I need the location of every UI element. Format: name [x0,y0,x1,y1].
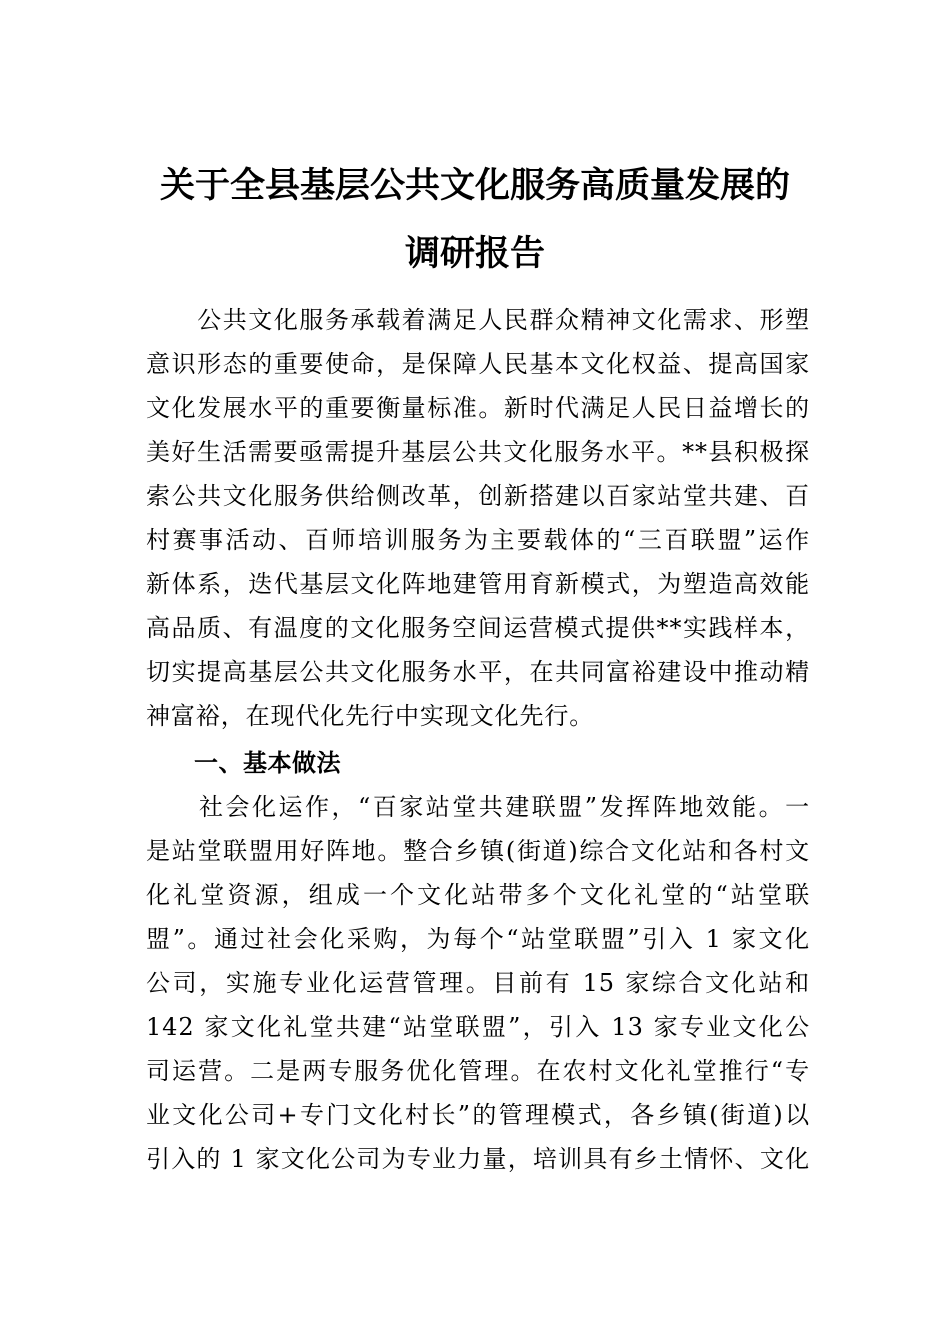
paragraph-line: 美好生活需要亟需提升基层公共文化服务水平。**县积极探 [146,438,810,466]
paragraph-line: 神富裕，在现代化先行中实现文化先行。 [146,702,595,730]
paragraph-line: 142 家文化礼堂共建“站堂联盟”，引入 13 家专业文化公 [146,1013,810,1041]
paragraph-line: 切实提高基层公共文化服务水平，在共同富裕建设中推动精 [146,658,810,686]
paragraph-line: 司运营。二是两专服务优化管理。在农村文化礼堂推行“专 [146,1057,810,1085]
document-title-line-2: 调研报告 [404,233,545,274]
paragraph-line: 高品质、有温度的文化服务空间运营模式提供**实践样本， [146,614,810,642]
paragraph-line: 村赛事活动、百师培训服务为主要载体的“三百联盟”运作 [146,526,810,554]
intro-paragraph [146,298,810,738]
paragraph-line: 盟”。通过社会化采购，为每个“站堂联盟”引入 1 家文化 [146,925,810,953]
paragraph-line: 化礼堂资源，组成一个文化站带多个文化礼堂的“站堂联 [146,881,810,909]
paragraph-line: 社会化运作，“百家站堂共建联盟”发挥阵地效能。一 [146,793,810,821]
paragraph-line: 引入的 1 家文化公司为专业力量，培训具有乡土情怀、文化 [146,1145,810,1173]
paragraph-line: 文化发展水平的重要衡量标准。新时代满足人民日益增长的 [146,394,810,422]
paragraph-line: 索公共文化服务供给侧改革，创新搭建以百家站堂共建、百 [146,482,810,510]
section-heading: 一、基本做法 [194,748,341,777]
paragraph-line: 公司，实施专业化运营管理。目前有 15 家综合文化站和 [146,969,810,997]
paragraph-line: 是站堂联盟用好阵地。整合乡镇(街道)综合文化站和各村文 [146,837,810,865]
paragraph-line: 新体系，迭代基层文化阵地建管用育新模式，为塑造高效能 [146,570,810,598]
paragraph-line: 公共文化服务承载着满足人民群众精神文化需求、形塑 [146,306,810,334]
document-title-line-1: 关于全县基层公共文化服务高质量发展的 [159,165,790,206]
paragraph-line: 业文化公司+专门文化村长”的管理模式，各乡镇(街道)以 [146,1101,810,1129]
section-paragraph [146,785,810,1181]
paragraph-line: 意识形态的重要使命，是保障人民基本文化权益、提高国家 [146,350,810,378]
